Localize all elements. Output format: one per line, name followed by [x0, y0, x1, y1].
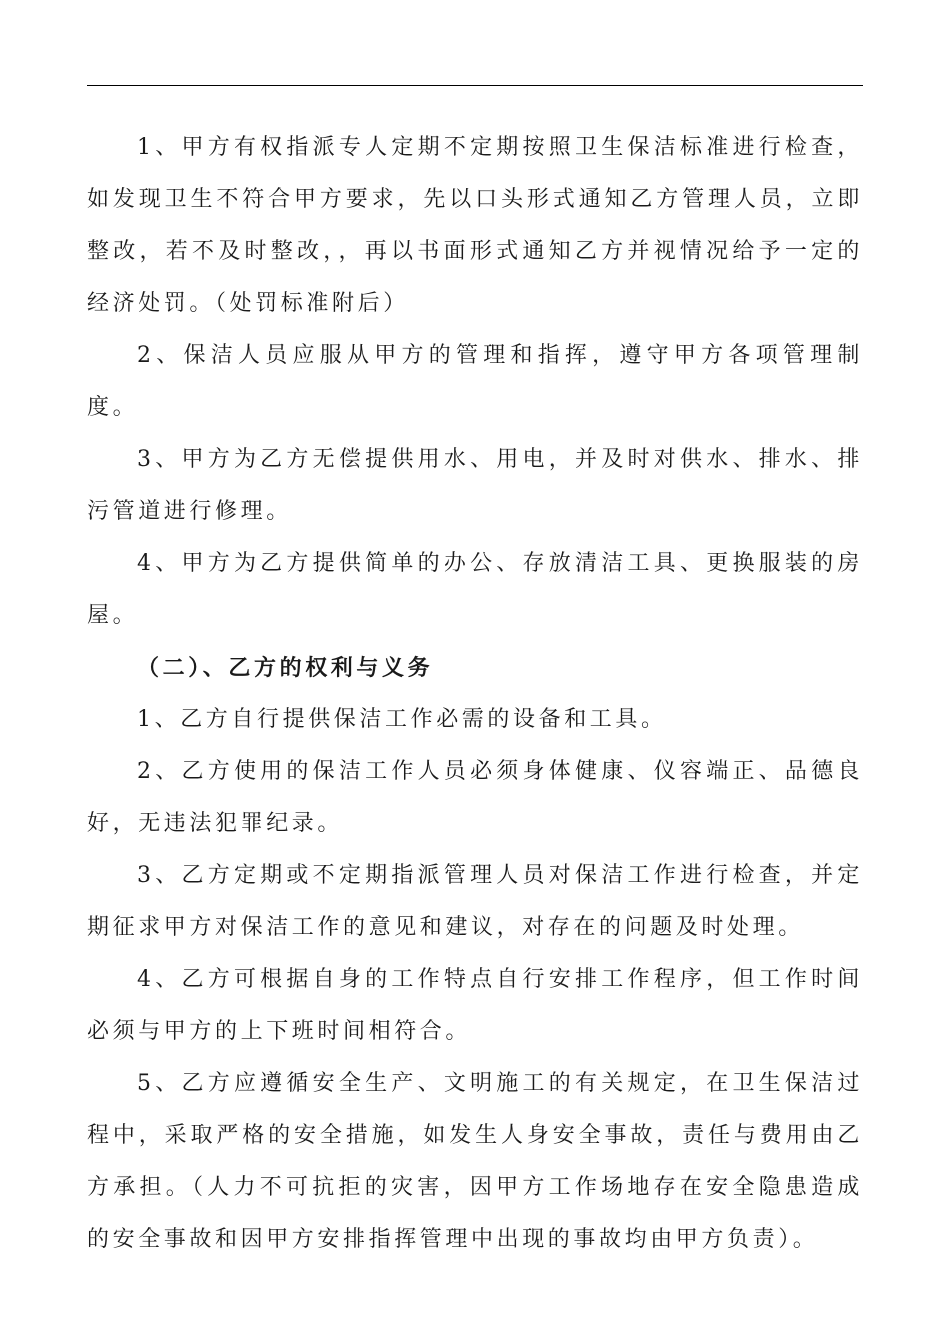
paragraph-safety-responsibility: 5、乙方应遵循安全生产、文明施工的有关规定，在卫生保洁过程中，采取严格的安全措施，如发生人身安全事故，责任与费用由乙方承担。（人力不可抗拒的灾害，因甲方工作场地存在安全隐患造成的安全事故和因甲方安排指挥管理中出现的事故均由甲方负责）。 [87, 1071, 863, 1252]
document-body [87, 122, 863, 1266]
paragraph-staff-obey-management: 2、保洁人员应服从甲方的管理和指挥，遵守甲方各项管理制度。 [87, 343, 863, 420]
paragraph-office-room: 4、甲方为乙方提供简单的办公、存放清洁工具、更换服装的房屋。 [87, 551, 863, 628]
section-heading-party-b: （二）、乙方的权利与义务 [137, 655, 434, 681]
paragraph-staff-requirements: 2、乙方使用的保洁工作人员必须身体健康、仪容端正、品德良好，无违法犯罪纪录。 [87, 759, 863, 836]
paragraph-water-electricity: 3、甲方为乙方无偿提供用水、用电，并及时对供水、排水、排污管道进行修理。 [87, 447, 863, 524]
paragraph-party-b-inspection: 3、乙方定期或不定期指派管理人员对保洁工作进行检查，并定期征求甲方对保洁工作的意见和建议，对存在的问题及时处理。 [87, 863, 863, 940]
paragraph-work-schedule: 4、乙方可根据自身的工作特点自行安排工作程序，但工作时间必须与甲方的上下班时间相符合。 [87, 967, 863, 1044]
paragraph-party-a-inspection: 1、甲方有权指派专人定期不定期按照卫生保洁标准进行检查，如发现卫生不符合甲方要求，先以口头形式通知乙方管理人员，立即整改，若不及时整改，，再以书面形式通知乙方并视情况给予一定的经济处罚。（处罚标准附后） [87, 135, 863, 316]
paragraph-equipment-tools: 1、乙方自行提供保洁工作必需的设备和工具。 [137, 707, 667, 732]
header-rule [87, 85, 863, 86]
